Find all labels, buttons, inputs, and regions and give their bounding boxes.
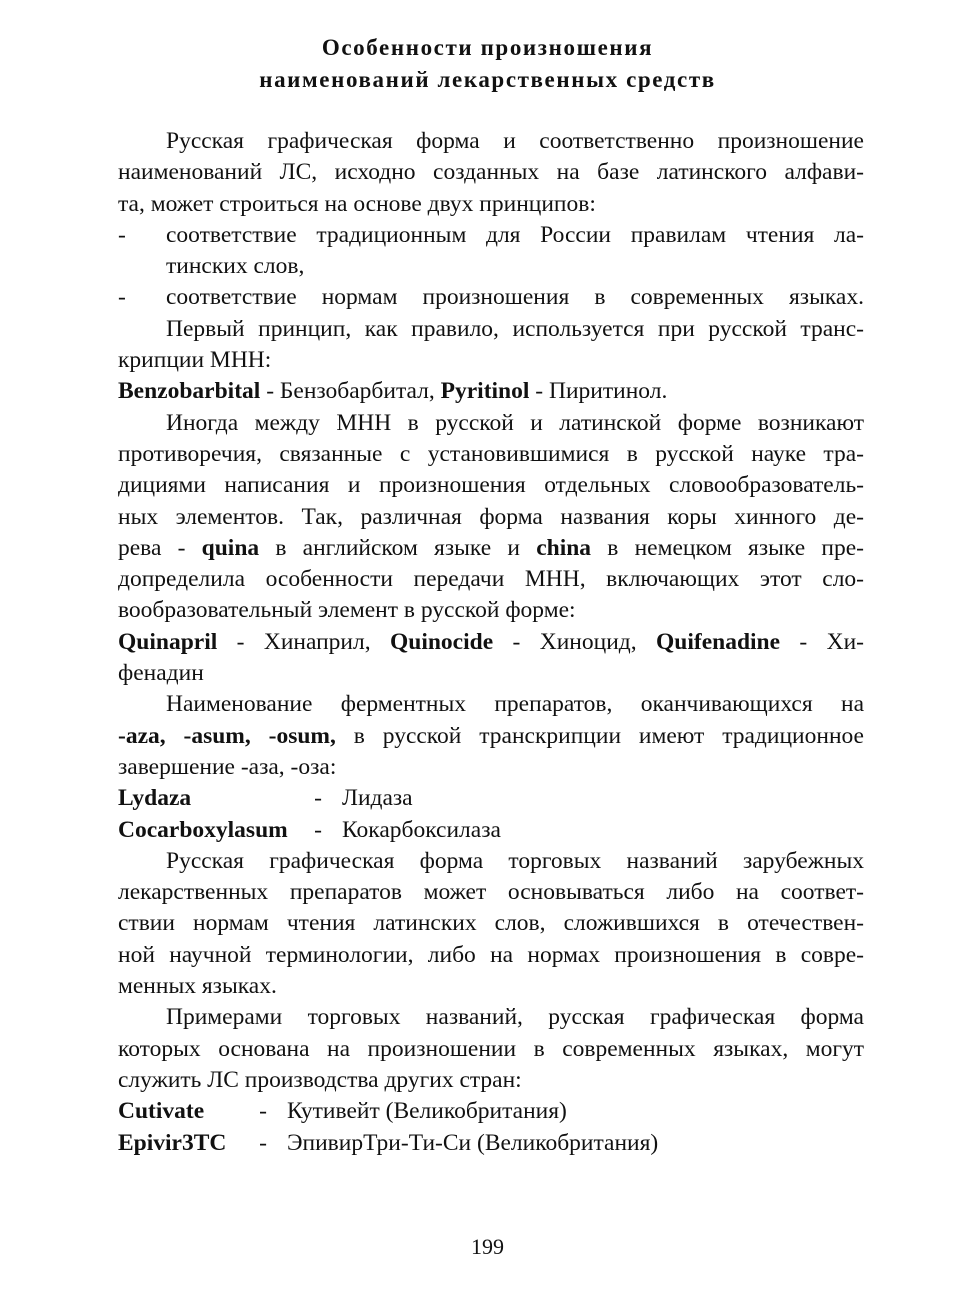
translation-cutivate: Кутивейт (Великобритания)	[287, 1098, 567, 1125]
paragraph-1-line-1: Русская графическая форма и соответственно произношение	[166, 128, 864, 154]
example-4-row-1	[118, 1096, 864, 1127]
term-dash: -	[314, 785, 322, 812]
translation-quinapril: - Хинаприл,	[217, 628, 390, 655]
list-item-2-text: соответствие нормам произношения в современных языках.	[166, 284, 864, 311]
term-cocarboxylasum: Cocarboxylasum	[118, 816, 288, 843]
example-3-row-1	[118, 783, 864, 814]
list-item-1	[118, 220, 864, 251]
title-line-2: наименований лекарственных средств	[259, 67, 716, 92]
paragraph-5-line-2: лекарственных препаратов может основываться либо на соответ-	[118, 879, 864, 906]
paragraph-3-line-2: противоречия, связанные с установившимися в русской науке тра-	[118, 440, 864, 467]
translation-epivir3tc: ЭпивирТри-Ти-Си (Великобритания)	[287, 1129, 659, 1156]
example-3-row-2	[118, 815, 864, 846]
list-dash: -	[118, 221, 126, 248]
page-number: 199	[471, 1234, 504, 1259]
translation-cocarboxylasum: Кокарбоксилаза	[342, 816, 501, 843]
term-dash: -	[314, 816, 322, 843]
translation-benzobarbital: - Бензобарбитал,	[260, 378, 441, 405]
paragraph-4-line-1: Наименование ферментных препаратов, оканчивающихся на	[166, 691, 864, 718]
example-4-row-2	[118, 1128, 864, 1159]
translation-quifenadine: - Хи-	[780, 628, 865, 655]
term-quina: quina	[201, 534, 260, 561]
translation-lydaza: Лидаза	[342, 785, 413, 812]
paragraph-3-line-7: вообразовательный элемент в русской форме:	[118, 597, 576, 624]
term-dash: -	[259, 1098, 267, 1125]
paragraph-2-line-1: Первый принцип, как правило, используется при русской транс-	[166, 315, 864, 342]
paragraph-1-line-3: та, может строиться на основе двух принципов:	[118, 190, 596, 217]
paragraph-5-line-1: Русская графическая форма торговых названий зарубежных	[166, 847, 864, 874]
paragraph-3-line-3: дициями написания и произношения отдельных словообразователь-	[118, 472, 864, 499]
term-quinocide: Quinocide	[389, 628, 494, 655]
paragraph-3-line-5	[118, 533, 864, 564]
term-epivir3tc: Epivir3TC	[118, 1129, 227, 1156]
title-line-1: Особенности произношения	[321, 35, 654, 60]
page-title	[0, 32, 975, 96]
text-segment: в немецком языке пре-	[591, 534, 864, 561]
list-dash: -	[118, 284, 126, 311]
paragraph-4-line-3: завершение -аза, -оза:	[118, 753, 337, 780]
translation-pyritinol: - Пиритинол.	[529, 378, 668, 405]
paragraph-2-line-2: крипции МНН:	[118, 347, 272, 374]
text-segment: рева -	[118, 534, 202, 561]
body-text	[118, 126, 864, 1159]
term-pyritinol: Pyritinol	[440, 378, 530, 405]
example-2-line-1	[118, 627, 864, 658]
paragraph-3-line-4: ных элементов. Так, различная форма названия коры хинного де-	[118, 503, 864, 530]
paragraph-6-line-2: которых основана на произношении в современных языках, могут	[118, 1035, 864, 1062]
suffix-list: -aza, -asum, -osum,	[118, 722, 336, 749]
term-lydaza: Lydaza	[118, 785, 192, 812]
list-item-2	[118, 282, 864, 313]
term-china: china	[536, 534, 592, 561]
paragraph-5-line-3: ствии нормам чтения латинских слов, сложившихся в отечествен-	[118, 910, 864, 937]
paragraph-5-line-5: менных языках.	[118, 973, 277, 1000]
paragraph-4-line-2	[118, 721, 864, 752]
list-item-1-line-1: соответствие традиционным для России правилам чтения ла-	[166, 221, 864, 248]
term-cutivate: Cutivate	[118, 1098, 205, 1125]
text-segment: в английском языке и	[259, 534, 537, 561]
term-quinapril: Quinapril	[118, 628, 218, 655]
paragraph-3-line-1: Иногда между МНН в русской и латинской форме возникают	[166, 409, 864, 436]
paragraph-5-line-4: ной научной терминологии, либо на нормах произношения в совре-	[118, 941, 864, 968]
example-2-line-2: фенадин	[118, 660, 204, 687]
paragraph-6-line-3: служить ЛС производства других стран:	[118, 1066, 522, 1093]
list-item-1-line-2: тинских слов,	[166, 253, 305, 280]
paragraph-6-line-1: Примерами торговых названий, русская графическая форма	[166, 1004, 864, 1031]
example-1-line	[118, 376, 864, 407]
term-benzobarbital: Benzobarbital	[118, 378, 261, 405]
translation-quinocide: - Хиноцид,	[493, 628, 656, 655]
paragraph-1-line-2: наименований ЛС, исходно созданных на базе латинского алфави-	[118, 159, 864, 186]
term-dash: -	[259, 1129, 267, 1156]
text-segment: в русской транскрипции имеют традиционное	[335, 722, 864, 749]
term-quifenadine: Quifenadine	[655, 628, 781, 655]
paragraph-3-line-6: допределила особенности передачи МНН, включающих этот сло-	[118, 566, 864, 593]
